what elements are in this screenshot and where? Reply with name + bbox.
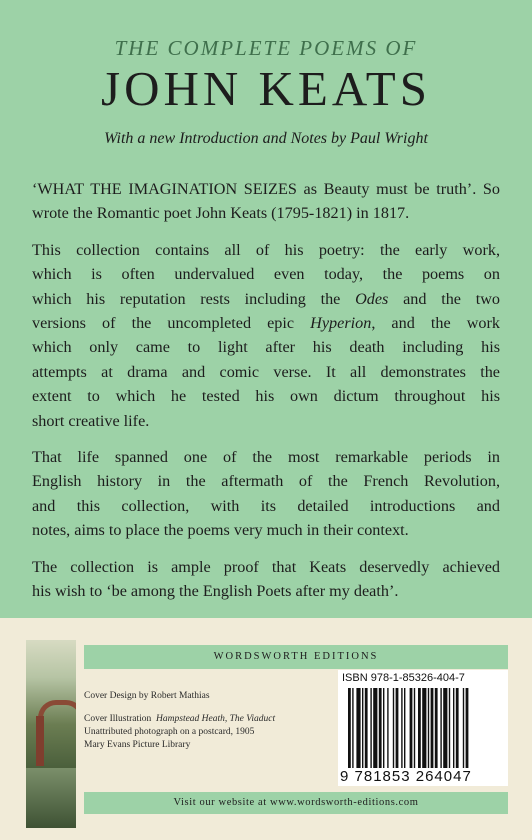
barcode-bar (404, 688, 405, 768)
barcode-bar (435, 688, 438, 768)
barcode-number: 9 781853 264047 (340, 768, 472, 785)
cover-credits (84, 690, 334, 752)
odes-title: Odes (355, 289, 389, 308)
barcode-bar (387, 688, 388, 768)
photo-note: Unattributed photograph on a postcard, 1905 (84, 727, 255, 737)
barcode-bar (401, 688, 402, 768)
viaduct-photo (26, 640, 76, 828)
barcode-bar (370, 688, 371, 768)
pond-water (26, 768, 76, 828)
publisher-name: WORDSWORTH EDITIONS (84, 645, 508, 669)
barcode-bar (373, 688, 377, 768)
barcode-bar (365, 688, 368, 768)
barcode-bar (410, 688, 413, 768)
barcode-bar (418, 688, 421, 768)
blurb-paragraph-3: That life spanned one of the most remarkable periods in English history in the aftermath of the French Revolution, and this collection, with its detailed introductions and notes, aims to place the poems very much in their context. (32, 448, 500, 540)
barcode-bar (383, 688, 384, 768)
barcode-bar (453, 688, 454, 768)
quote-caps: ‘WHAT THE IMAGINATION SEIZES (32, 180, 297, 198)
barcode-bar (348, 688, 351, 768)
barcode-bar (393, 688, 394, 768)
design-credit: Cover Design by Robert Mathias (84, 691, 210, 701)
blurb-paragraph-1: ‘WHAT THE IMAGINATION SEIZES as Beauty must be truth’. So wrote the Romantic poet John Keats (1795-1821) in 1817. (32, 180, 500, 223)
hyperion-title: Hyperion (310, 314, 372, 333)
library-credit: Mary Evans Picture Library (84, 740, 191, 750)
barcode-bar (443, 688, 447, 768)
barcode-bar (414, 688, 415, 768)
barcode-bar (356, 688, 360, 768)
barcode-bar (463, 688, 464, 768)
viaduct-pillar (36, 716, 44, 766)
barcode-bars (348, 688, 502, 768)
barcode-bar (362, 688, 363, 768)
intro-credit: With a new Introduction and Notes by Paul Wright (104, 130, 428, 147)
isbn-label: ISBN 978-1-85326-404-7 (342, 672, 465, 684)
series-title: THE COMPLETE POEMS OF (114, 36, 418, 60)
barcode-bar (422, 688, 426, 768)
author-name: JOHN KEATS (101, 61, 431, 116)
barcode-bar (449, 688, 450, 768)
website-link[interactable]: Visit our website at www.wordsworth-editions.com (84, 792, 508, 814)
blurb (32, 177, 500, 616)
barcode-bar (431, 688, 434, 768)
barcode-bar (466, 688, 469, 768)
barcode-bar (379, 688, 382, 768)
blurb-paragraph-4: The collection is ample proof that Keats deservedly achieved his wish to ‘be among the English Poets after my death’. (32, 557, 500, 601)
barcode-bar (456, 688, 459, 768)
barcode-bar (352, 688, 353, 768)
illustration-credit: Cover Illustration Hampstead Heath, The Viaduct (84, 714, 276, 724)
barcode-bar (428, 688, 429, 768)
barcode-bar (440, 688, 441, 768)
barcode-bar (396, 688, 399, 768)
blurb-paragraph-2: This collection contains all of his poetry: the early work, which is often undervalued even today, the poems on which his reputation rests including the Odes and the two versions of the uncompleted epic Hyperion, and the work which only came to light after his death including his attempts at drama and comic verse. It all demonstrates the extent to which he tested his own dictum throughout his short creative life. (32, 240, 500, 430)
